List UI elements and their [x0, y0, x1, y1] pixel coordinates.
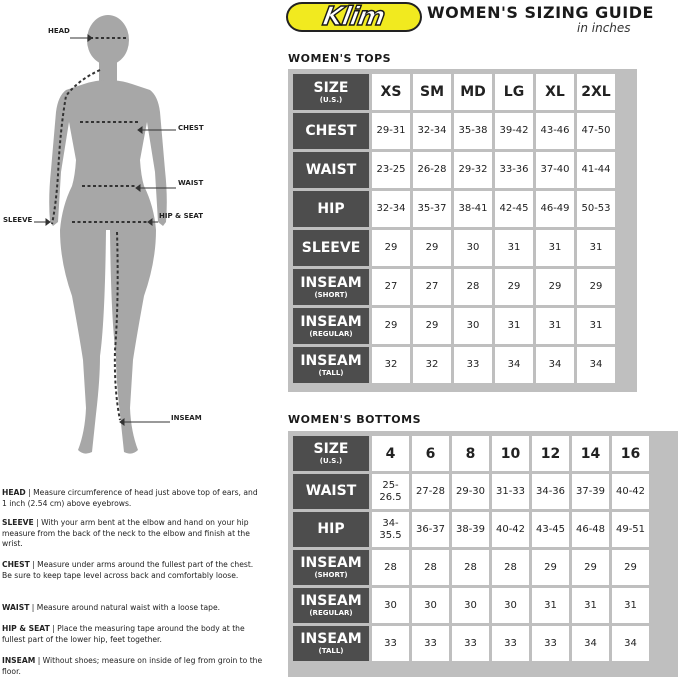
- table-cell: 28: [454, 269, 492, 305]
- table-cell: 29: [577, 269, 615, 305]
- table-cell: 50-53: [577, 191, 615, 227]
- table-cell: 25-26.5: [372, 474, 409, 509]
- table-cell: 40-42: [612, 474, 649, 509]
- table-cell: 31: [532, 588, 569, 623]
- table-cell: 29: [413, 308, 451, 344]
- size-label: 10: [492, 436, 529, 471]
- size-label: 8: [452, 436, 489, 471]
- bottoms-header-row: [293, 436, 649, 471]
- table-cell: 28: [452, 550, 489, 585]
- legend-text: Place the measuring tape around the body at the fullest part of the lower hip, feet together.: [2, 624, 245, 644]
- legend-inseam: INSEAM | Without shoes; measure on inside of leg from groin to the floor.: [2, 656, 263, 676]
- legend-term: HEAD: [2, 488, 26, 497]
- table-cell: 29: [532, 550, 569, 585]
- table-row: [293, 152, 615, 188]
- row-header: INSEAM (TALL): [293, 626, 369, 661]
- size-label: MD: [454, 74, 492, 110]
- table-cell: 34: [495, 347, 533, 383]
- table-cell: 43-46: [536, 113, 574, 149]
- table-row: [293, 512, 649, 547]
- legend-term: WAIST: [2, 603, 30, 612]
- label-inseam: INSEAM: [171, 414, 202, 422]
- table-cell: 31: [572, 588, 609, 623]
- row-header: CHEST: [293, 113, 369, 149]
- label-waist: WAIST: [178, 179, 204, 187]
- guide-title: WOMEN'S SIZING GUIDE: [427, 3, 654, 22]
- table-cell: 33: [412, 626, 449, 661]
- table-cell: 37-40: [536, 152, 574, 188]
- label-chest: CHEST: [178, 124, 204, 132]
- table-cell: 29-31: [372, 113, 410, 149]
- table-row: [293, 191, 615, 227]
- table-cell: 31: [536, 308, 574, 344]
- row-header: INSEAM (REGULAR): [293, 588, 369, 623]
- legend-term: CHEST: [2, 560, 30, 569]
- table-cell: 29: [572, 550, 609, 585]
- table-cell: 38-39: [452, 512, 489, 547]
- table-cell: 30: [452, 588, 489, 623]
- size-label: SM: [413, 74, 451, 110]
- legend-text: Measure circumference of head just above top of ears, and 1 inch (2.54 cm) above eyebrows.: [2, 488, 258, 508]
- silhouette: [49, 15, 167, 454]
- table-cell: 43-45: [532, 512, 569, 547]
- table-cell: 28: [412, 550, 449, 585]
- size-label: 2XL: [577, 74, 615, 110]
- table-cell: 31: [577, 230, 615, 266]
- table-cell: 32: [372, 347, 410, 383]
- table-row: [293, 474, 649, 509]
- table-cell: 33: [492, 626, 529, 661]
- table-cell: 46-49: [536, 191, 574, 227]
- table-cell: 34-35.5: [372, 512, 409, 547]
- table-cell: 29: [413, 230, 451, 266]
- table-cell: 46-48: [572, 512, 609, 547]
- table-row: [293, 113, 615, 149]
- table-cell: 31: [495, 308, 533, 344]
- table-cell: 41-44: [577, 152, 615, 188]
- size-header: SIZE (U.S.): [293, 436, 369, 471]
- legend-text: Measure under arms around the fullest part of the chest. Be sure to keep tape level across back and comfortably loose.: [2, 560, 254, 580]
- legend-text: With your arm bent at the elbow and hand on your hip measure from the back of the neck to the elbow and finish at the wrist.: [2, 518, 250, 549]
- legend-term: SLEEVE: [2, 518, 34, 527]
- table-cell: 34: [612, 626, 649, 661]
- row-header: INSEAM (REGULAR): [293, 308, 369, 344]
- table-cell: 29: [495, 269, 533, 305]
- row-header: WAIST: [293, 152, 369, 188]
- table-cell: 27: [372, 269, 410, 305]
- table-cell: 30: [412, 588, 449, 623]
- table-cell: 31-33: [492, 474, 529, 509]
- table-cell: 30: [454, 308, 492, 344]
- size-label: 12: [532, 436, 569, 471]
- size-label: 14: [572, 436, 609, 471]
- table-cell: 38-41: [454, 191, 492, 227]
- table-cell: 36-37: [412, 512, 449, 547]
- table-cell: 33-36: [495, 152, 533, 188]
- row-header: HIP: [293, 191, 369, 227]
- size-label: XL: [536, 74, 574, 110]
- logo-text: Klim: [320, 2, 388, 32]
- legend-text: Without shoes; measure on inside of leg from groin to the floor.: [2, 656, 263, 676]
- table-cell: 31: [536, 230, 574, 266]
- table-cell: 29: [372, 308, 410, 344]
- table-cell: 40-42: [492, 512, 529, 547]
- table-row: [293, 230, 615, 266]
- table-cell: 31: [612, 588, 649, 623]
- size-label: 6: [412, 436, 449, 471]
- table-cell: 34: [536, 347, 574, 383]
- legend-waist: WAIST | Measure around natural waist with a loose tape.: [2, 603, 221, 612]
- table-cell: 30: [492, 588, 529, 623]
- tops-section-title: WOMEN'S TOPS: [288, 52, 392, 65]
- table-cell: 30: [372, 588, 409, 623]
- bottoms-table: [288, 431, 678, 677]
- table-row: [293, 269, 615, 305]
- bottoms-section-title: WOMEN'S BOTTOMS: [288, 413, 421, 426]
- klim-logo: [286, 2, 422, 32]
- table-cell: 47-50: [577, 113, 615, 149]
- table-cell: 27-28: [412, 474, 449, 509]
- row-header: WAIST: [293, 474, 369, 509]
- row-header: INSEAM (SHORT): [293, 269, 369, 305]
- table-cell: 29-32: [454, 152, 492, 188]
- row-header: HIP: [293, 512, 369, 547]
- table-cell: 28: [492, 550, 529, 585]
- table-cell: 31: [495, 230, 533, 266]
- table-cell: 34: [577, 347, 615, 383]
- label-sleeve: SLEEVE: [3, 216, 33, 224]
- table-cell: 39-42: [495, 113, 533, 149]
- body-figure: [0, 0, 270, 470]
- table-row: [293, 588, 649, 623]
- table-cell: 30: [454, 230, 492, 266]
- table-cell: 35-37: [413, 191, 451, 227]
- table-cell: 34: [572, 626, 609, 661]
- table-cell: 29-30: [452, 474, 489, 509]
- legend-term: HIP & SEAT: [2, 624, 50, 633]
- label-head: HEAD: [48, 27, 70, 35]
- row-header: INSEAM (SHORT): [293, 550, 369, 585]
- legend-term: INSEAM: [2, 656, 36, 665]
- table-cell: 32: [413, 347, 451, 383]
- tops-header-row: [293, 74, 615, 110]
- table-cell: 33: [452, 626, 489, 661]
- table-cell: 31: [577, 308, 615, 344]
- size-label: LG: [495, 74, 533, 110]
- row-header: INSEAM (TALL): [293, 347, 369, 383]
- row-header: SLEEVE: [293, 230, 369, 266]
- table-cell: 33: [454, 347, 492, 383]
- table-cell: 32-34: [372, 191, 410, 227]
- size-label: 4: [372, 436, 409, 471]
- guide-subtitle: in inches: [577, 21, 631, 35]
- size-label: 16: [612, 436, 649, 471]
- table-cell: 28: [372, 550, 409, 585]
- table-cell: 29: [372, 230, 410, 266]
- table-cell: 35-38: [454, 113, 492, 149]
- table-cell: 42-45: [495, 191, 533, 227]
- size-label: XS: [372, 74, 410, 110]
- table-cell: 29: [612, 550, 649, 585]
- legend-text: Measure around natural waist with a loose tape.: [36, 603, 221, 612]
- table-row: [293, 347, 615, 383]
- table-cell: 37-39: [572, 474, 609, 509]
- legend-sleeve: SLEEVE | With your arm bent at the elbow and hand on your hip measure from the back of the neck to the elbow and finish at the wrist.: [2, 518, 250, 549]
- table-row: [293, 626, 649, 661]
- table-cell: 33: [532, 626, 569, 661]
- legend-chest: CHEST | Measure under arms around the fullest part of the chest. Be sure to keep tape level across back and comfortably loose.: [2, 560, 254, 580]
- tops-table: [288, 69, 637, 392]
- legend-hip-seat: HIP & SEAT | Place the measuring tape around the body at the fullest part of the lower hip, feet together.: [2, 624, 245, 644]
- size-header: SIZE (U.S.): [293, 74, 369, 110]
- table-row: [293, 308, 615, 344]
- table-cell: 33: [372, 626, 409, 661]
- table-cell: 49-51: [612, 512, 649, 547]
- table-cell: 26-28: [413, 152, 451, 188]
- table-row: [293, 550, 649, 585]
- label-hip-seat: HIP & SEAT: [159, 212, 204, 220]
- table-cell: 29: [536, 269, 574, 305]
- legend-head: HEAD | Measure circumference of head just above top of ears, and 1 inch (2.54 cm) above eyebrows.: [2, 488, 258, 508]
- table-cell: 23-25: [372, 152, 410, 188]
- table-cell: 27: [413, 269, 451, 305]
- table-cell: 34-36: [532, 474, 569, 509]
- table-cell: 32-34: [413, 113, 451, 149]
